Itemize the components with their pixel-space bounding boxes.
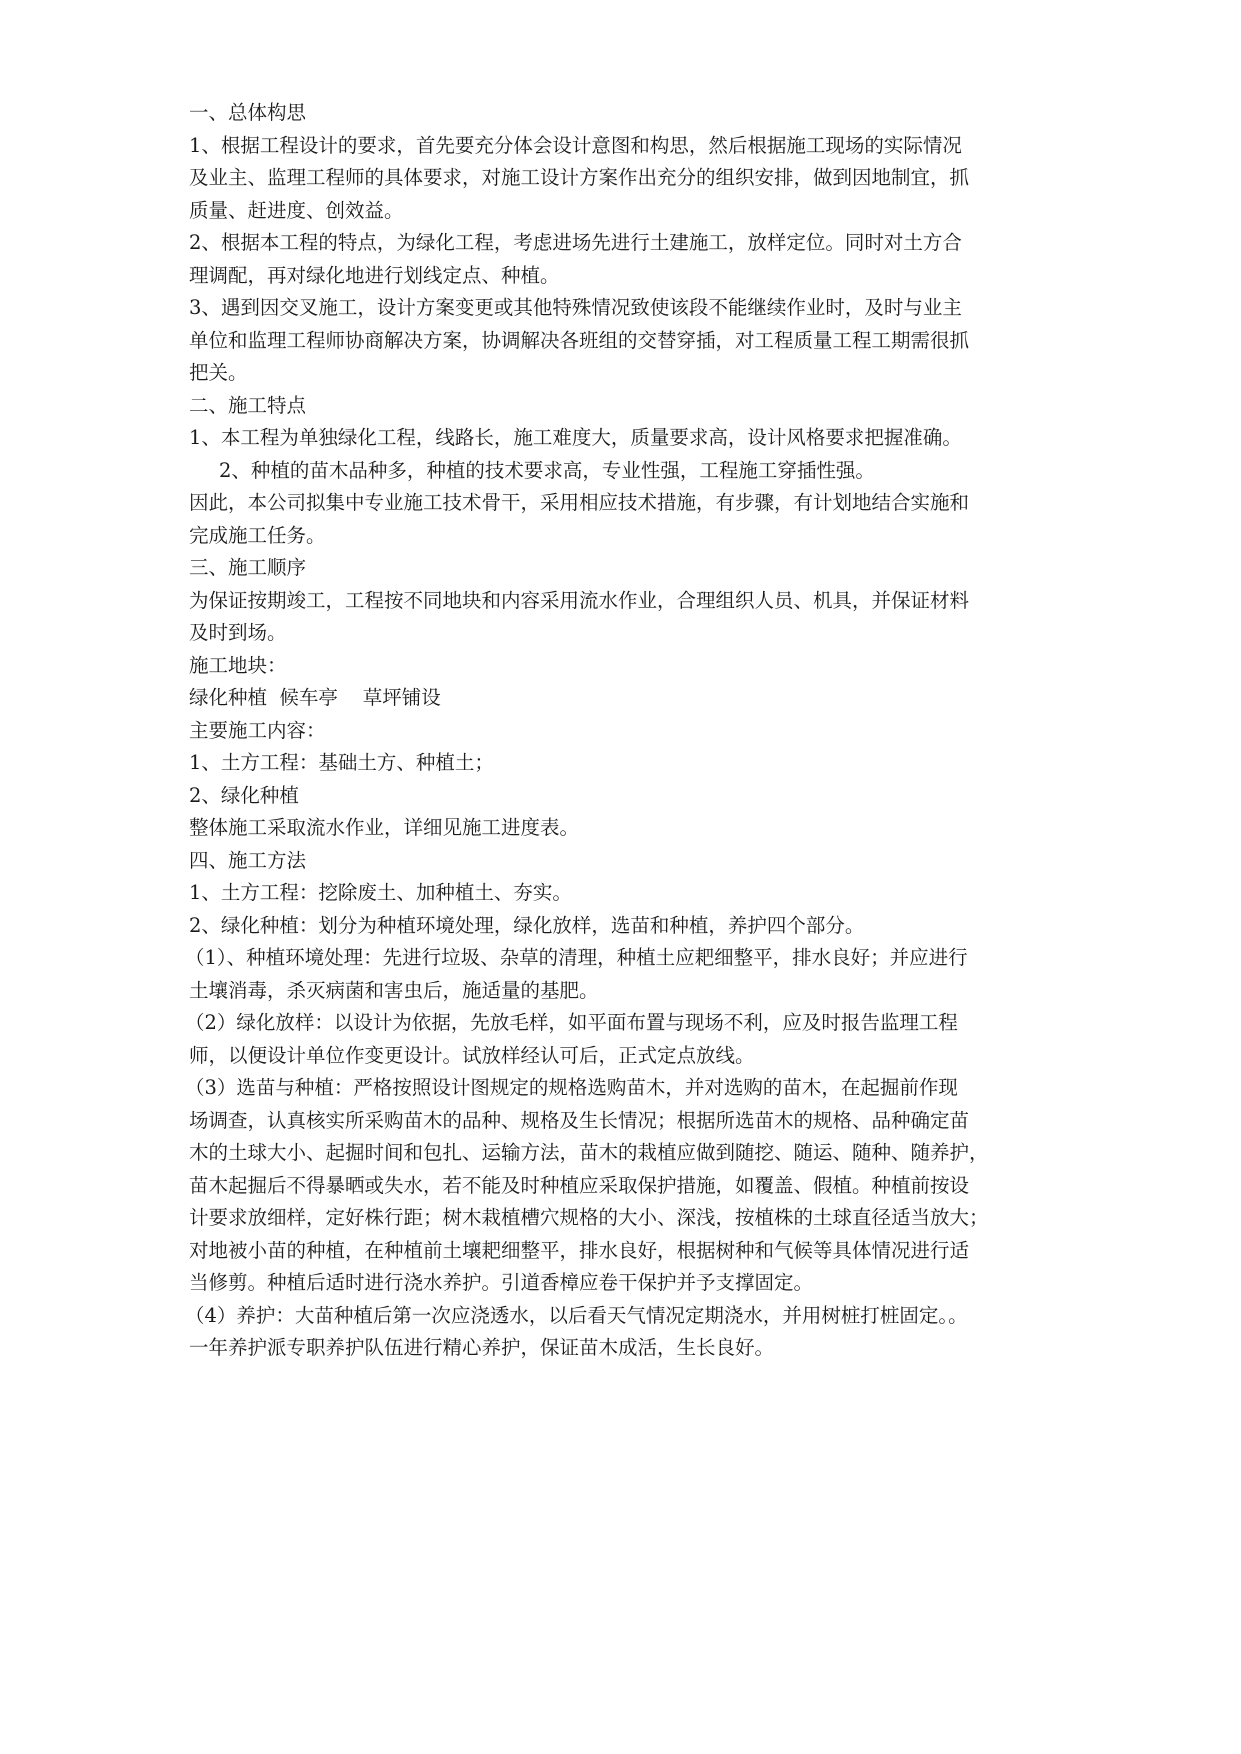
paragraph-line: 2、种植的苗木品种多，种植的技术要求高，专业性强，工程施工穿插性强。 — [219, 458, 875, 482]
paragraph-line: 理调配，再对绿化地进行划线定点、种植。 — [189, 263, 560, 287]
paragraph-line: 整体施工采取流水作业，详细见施工进度表。 — [189, 816, 580, 839]
paragraph-line: 完成施工任务。 — [189, 523, 326, 547]
paragraph-line: 把关。 — [189, 361, 248, 384]
paragraph-line: （2）绿化放样：以设计为依据，先放毛样，如平面布置与现场不利，应及时报告监理工程 — [185, 1011, 958, 1034]
paragraph-line: 为保证按期竣工，工程按不同地块和内容采用流水作业，合理组织人员、机具，并保证材料 — [189, 588, 970, 612]
paragraph-line: 单位和监理工程师协商解决方案，协调解决各班组的交替穿插，对工程质量工程工期需很抓 — [189, 328, 970, 352]
paragraph-line: 苗木起掘后不得暴晒或失水，若不能及时种植应采取保护措施，如覆盖、假植。种植前按设 — [189, 1173, 970, 1197]
paragraph-line: 场调查，认真核实所采购苗木的品种、规格及生长情况；根据所选苗木的规格、品种确定苗 — [189, 1108, 970, 1132]
paragraph-line: 师，以便设计单位作变更设计。试放样经认可后，正式定点放线。 — [189, 1043, 755, 1067]
paragraph-line: 1、根据工程设计的要求，首先要充分体会设计意图和构思，然后根据施工现场的实际情况 — [189, 133, 962, 157]
paragraph-line: 1、土方工程：挖除废土、加种植土、夯实。 — [189, 881, 572, 904]
paragraph-line: 主要施工内容： — [189, 718, 326, 742]
paragraph-line: 质量、赶进度、创效益。 — [189, 198, 404, 222]
paragraph-line: 1、土方工程：基础土方、种植土； — [189, 751, 494, 774]
section-heading-construction-sequence: 三、施工顺序 — [189, 556, 307, 579]
paragraph-line: 计要求放细样，定好株行距；树木栽植槽穴规格的大小、深浅，按植株的土球直径适当放大； — [189, 1206, 989, 1229]
paragraph-line: 3、遇到因交叉施工，设计方案变更或其他特殊情况致使该段不能继续作业时，及时与业主 — [189, 296, 962, 319]
paragraph-line: 一年养护派专职养护队伍进行精心养护，保证苗木成活，生长良好。 — [189, 1336, 775, 1359]
paragraph-line: 因此，本公司拟集中专业施工技术骨干，采用相应技术措施，有步骤，有计划地结合实施和 — [189, 491, 970, 514]
paragraph-line: （1）、种植环境处理：先进行垃圾、杂草的清理，种植土应耙细整平，排水良好；并应进行 — [185, 946, 968, 969]
paragraph-line: 2、绿化种植 — [189, 783, 299, 807]
paragraph-line: （4）养护：大苗种植后第一次应浇透水，以后看天气情况定期浇水，并用树桩打桩固定。。 — [185, 1303, 968, 1327]
paragraph-line: 施工地块： — [189, 653, 287, 677]
paragraph-line: 土壤消毒，杀灭病菌和害虫后，施适量的基肥。 — [189, 978, 599, 1002]
paragraph-line: 1、本工程为单独绿化工程，线路长，施工难度大，质量要求高，设计风格要求把握准确。 — [189, 426, 962, 449]
paragraph-line: 木的土球大小、起掘时间和包扎、运输方法，苗木的栽植应做到随挖、随运、随种、随养护， — [189, 1141, 989, 1164]
paragraph-line: 及业主、监理工程师的具体要求，对施工设计方案作出充分的组织安排，做到因地制宜，抓 — [189, 166, 970, 189]
section-heading-construction-features: 二、施工特点 — [189, 393, 307, 417]
paragraph-line: （3）选苗与种植：严格按照设计图规定的规格选购苗木，并对选购的苗木，在起掘前作现 — [185, 1076, 958, 1099]
paragraph-line: 2、绿化种植：划分为种植环境处理，绿化放样，选苗和种植，养护四个部分。 — [189, 913, 865, 937]
paragraph-line: 当修剪。种植后适时进行浇水养护。引道香樟应卷干保护并予支撑固定。 — [189, 1271, 814, 1294]
paragraph-line: 2、根据本工程的特点，为绿化工程，考虑进场先进行土建施工，放样定位。同时对土方合 — [189, 231, 962, 254]
paragraph-line: 及时到场。 — [189, 621, 287, 644]
section-heading-overall-concept: 一、总体构思 — [189, 101, 307, 124]
paragraph-line: 对地被小苗的种植，在种植前土壤耙细整平，排水良好，根据树种和气候等具体情况进行适 — [189, 1238, 970, 1262]
document-body — [185, 97, 1059, 1365]
section-heading-construction-methods: 四、施工方法 — [189, 848, 307, 872]
paragraph-line: 绿化种植 候车亭 草坪铺设 — [189, 686, 441, 709]
